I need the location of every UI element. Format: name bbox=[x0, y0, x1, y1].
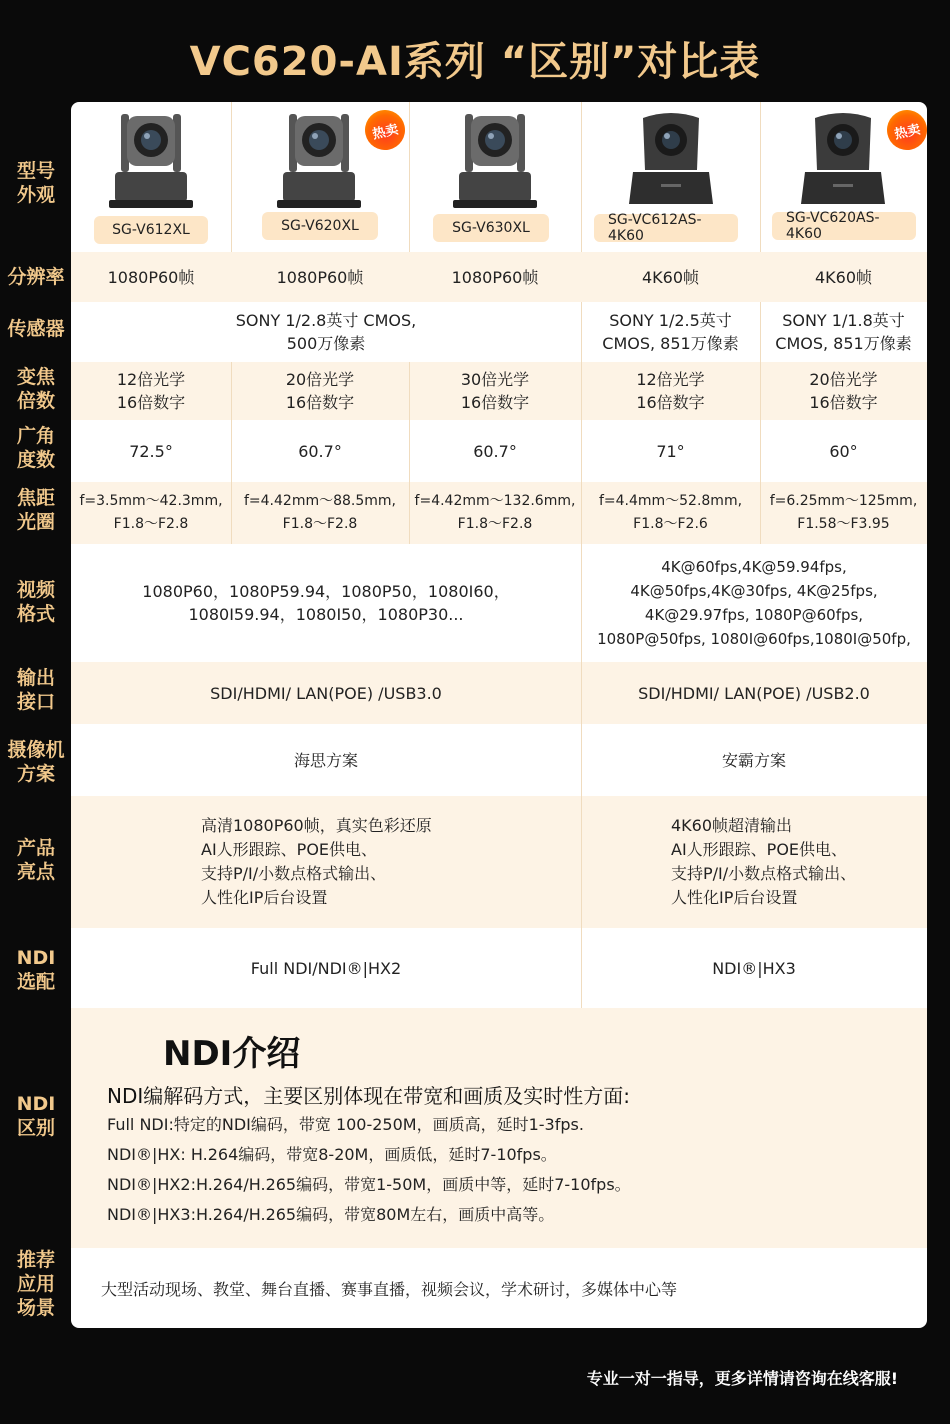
cell-output-hd: SDI/HDMI/ LAN(POE) /USB3.0 bbox=[210, 683, 442, 703]
cell-solution-4k: 安霸方案 bbox=[721, 750, 786, 770]
ptz-camera-4k-icon bbox=[795, 110, 891, 210]
label-video: 视频 格式 bbox=[16, 579, 55, 625]
comparison-card bbox=[71, 102, 927, 1328]
label-scenes: 推荐 应用 场景 bbox=[16, 1249, 55, 1319]
model-tag: SG-V620XL bbox=[262, 212, 378, 240]
model-tag: SG-VC620AS-4K60 bbox=[772, 212, 916, 240]
model-tag: SG-V630XL bbox=[433, 214, 549, 242]
cell-sensor-hd: SONY 1/2.8英寸 CMOS, 500万像素 bbox=[235, 311, 417, 353]
cell-ndi-option-4k: NDI®|HX3 bbox=[712, 958, 796, 978]
label-appearance: 型号 外观 bbox=[16, 160, 55, 206]
hot-sale-badge-icon: 热卖 bbox=[361, 106, 408, 153]
row-solution bbox=[71, 724, 927, 796]
cell-highlights-4k: 4K60帧超清输出 AI人形跟踪、POE供电、 支持P/I/小数点格式输出、 人性化IP后台设置 bbox=[671, 816, 857, 907]
row-highlights bbox=[71, 796, 927, 928]
label-focal: 焦距 光圈 bbox=[16, 487, 55, 533]
cell-focal: f=3.5mm～42.3mm, F1.8～F2.8 bbox=[79, 493, 223, 532]
label-wide: 广角 度数 bbox=[16, 425, 55, 471]
cell-scenes: 大型活动现场、教堂、舞台直播、赛事直播，视频会议，学术研讨，多媒体中心等 bbox=[101, 1279, 678, 1299]
row-resolution bbox=[71, 252, 927, 302]
ndi-intro-line: NDI®|HX: H.264编码，带宽8-20M，画质低，延时7-10fps。 bbox=[107, 1145, 557, 1164]
hot-sale-badge-icon: 热卖 bbox=[883, 106, 927, 153]
cell-wide: 60° bbox=[829, 441, 858, 461]
cell-video-4k: 4K@60fps,4K@59.94fps, 4K@50fps,4K@30fps, 4K@25fps, 4K@29.97fps, 1080P@60fps, 1080P@50fps, 1080I@60fps,1080I@50fp, bbox=[597, 558, 911, 648]
label-highlights: 产品 亮点 bbox=[16, 837, 55, 883]
cell-focal: f=4.42mm～88.5mm, F1.8～F2.8 bbox=[243, 493, 396, 532]
cell-wide: 60.7° bbox=[298, 441, 342, 461]
ndi-intro-line: Full NDI:特定的NDI编码，带宽 100-250M，画质高，延时1-3fps. bbox=[107, 1115, 584, 1134]
label-ndi-option: NDI 选配 bbox=[16, 947, 56, 993]
row-zoom bbox=[71, 362, 927, 420]
row-focal bbox=[71, 482, 927, 544]
ptz-camera-icon bbox=[447, 110, 543, 210]
ndi-intro-subtitle: NDI编解码方式，主要区别体现在带宽和画质及实时性方面: bbox=[107, 1084, 630, 1108]
cell-focal: f=4.42mm～132.6mm, F1.8～F2.8 bbox=[414, 493, 576, 532]
row-appearance bbox=[71, 102, 927, 252]
ptz-camera-icon bbox=[271, 110, 367, 210]
label-solution: 摄像机 方案 bbox=[7, 739, 65, 785]
cell-resolution: 4K60帧 bbox=[814, 267, 873, 287]
row-sensor bbox=[71, 302, 927, 362]
cell-video-hd: 1080P60，1080P59.94，1080P50，1080I60， 1080I59.94，1080I50，1080P30... bbox=[142, 582, 510, 624]
row-output bbox=[71, 662, 927, 724]
label-zoom: 变焦 倍数 bbox=[16, 366, 55, 412]
label-resolution: 分辨率 bbox=[7, 266, 65, 288]
cell-resolution: 1080P60帧 bbox=[276, 267, 364, 287]
cell-zoom: 30倍光学 16倍数字 bbox=[460, 370, 530, 412]
cell-zoom: 20倍光学 16倍数字 bbox=[285, 370, 355, 412]
page-title: VC620-AI系列 “区别”对比表 bbox=[189, 39, 761, 85]
ptz-camera-icon bbox=[103, 110, 199, 210]
cell-focal: f=6.25mm～125mm, F1.58～F3.95 bbox=[769, 493, 918, 532]
footer-note: 专业一对一指导，更多详情请咨询在线客服! bbox=[586, 1369, 898, 1388]
cell-resolution: 4K60帧 bbox=[641, 267, 700, 287]
cell-highlights-hd: 高清1080P60帧，真实色彩还原 AI人形跟踪、POE供电、 支持P/I/小数点格式输出、 人性化IP后台设置 bbox=[201, 816, 432, 907]
row-scenes bbox=[71, 1248, 927, 1328]
ndi-intro-line: NDI®|HX3:H.264/H.265编码，带宽80M左右，画质中高等。 bbox=[107, 1205, 555, 1224]
cell-resolution: 1080P60帧 bbox=[451, 267, 539, 287]
model-tag: SG-VC612AS-4K60 bbox=[594, 214, 738, 242]
cell-resolution: 1080P60帧 bbox=[107, 267, 195, 287]
cell-wide: 60.7° bbox=[473, 441, 517, 461]
row-ndi-option bbox=[71, 928, 927, 1008]
ndi-intro-title: NDI介绍 bbox=[163, 1034, 301, 1074]
cell-zoom: 20倍光学 16倍数字 bbox=[809, 370, 878, 412]
cell-output-4k: SDI/HDMI/ LAN(POE) /USB2.0 bbox=[638, 683, 870, 703]
ptz-camera-4k-icon bbox=[623, 110, 719, 210]
cell-sensor-4k620: SONY 1/1.8英寸 CMOS, 851万像素 bbox=[775, 311, 912, 353]
label-ndi-diff: NDI 区别 bbox=[16, 1093, 56, 1139]
cell-wide: 71° bbox=[656, 441, 685, 461]
row-video bbox=[71, 544, 927, 662]
cell-zoom: 12倍光学 16倍数字 bbox=[636, 370, 705, 412]
ndi-intro-line: NDI®|HX2:H.264/H.265编码，带宽1-50M，画质中等，延时7-10fps。 bbox=[107, 1175, 631, 1194]
cell-solution-hd: 海思方案 bbox=[293, 750, 358, 770]
cell-ndi-option-hd: Full NDI/NDI®|HX2 bbox=[250, 958, 402, 978]
label-sensor: 传感器 bbox=[7, 318, 65, 340]
cell-sensor-4k612: SONY 1/2.5英寸 CMOS, 851万像素 bbox=[602, 311, 739, 353]
model-tag: SG-V612XL bbox=[94, 216, 208, 244]
label-output: 输出 接口 bbox=[16, 667, 55, 713]
row-wide bbox=[71, 420, 927, 482]
cell-wide: 72.5° bbox=[129, 441, 173, 461]
cell-zoom: 12倍光学 16倍数字 bbox=[116, 370, 186, 412]
row-ndi-intro bbox=[71, 1008, 927, 1248]
cell-focal: f=4.4mm～52.8mm, F1.8～F2.6 bbox=[598, 493, 743, 532]
